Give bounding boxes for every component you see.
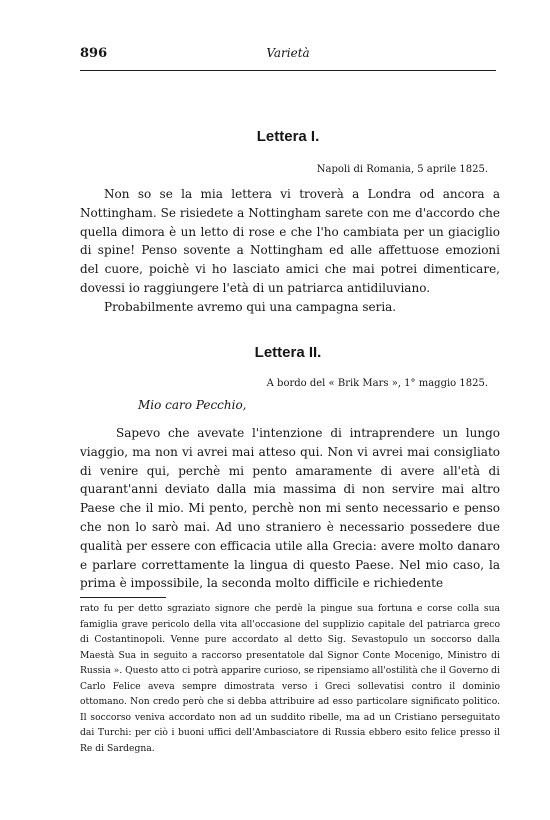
header-rule [80, 70, 496, 71]
letter-2-salutation: Mio caro Pecchio, [138, 398, 247, 412]
footnote-text: rato fu per detto sgraziato signore che perdè la pingue sua fortuna e corse colla sua famiglia grave pericolo della vita all'occasione del supplizio capitale del patriarca greco di Costantinopoli. Venne pure accordato al detto Sig. Sevastopulo un soccorso dalla Maestà Sua in seguito a raccorso presentatole dal Signor Conte Mocenigo, Ministro di Russia ». Questo atto ci potrà apparire curioso, se ripensiamo all'ostilità che il Governo di Carlo Felice aveva sempre dimostrata verso i Greci sollevatisi contro il dominio ottomano. Non credo però che si debba attribuire ad esso particolare significato politico. Il soccorso veniva accordato non ad un suddito ribelle, ma ad un Cristiano perseguitato dai Turchi: per ciò i buoni uffici dell'Ambasciatore di Russia ebbero esito felice presso il Re di Sardegna. [80, 603, 500, 754]
letter-1-title: Lettera I. [256, 128, 320, 145]
page-number: 896 [80, 46, 108, 61]
letter-1-paragraph-2: Probabilmente avremo qui una campagna seria. [104, 300, 397, 314]
footnote-rule [80, 597, 166, 598]
letter-1-paragraph-1: Non so se la mia lettera vi troverà a Londra od ancora a Nottingham. Se risiedete a Nottingham sarete con me d'accordo che quella dimora è un letto di rose e che l'ho cambiata per un giaciglio di spine! Penso sovente a Nottingham ed alle affettuose emozioni del cuore, poichè vi ho lasciato amici che mai potrei dimenticare, dovessi io raggiungere l'età di un patriarca antidiluviano. [80, 187, 500, 295]
running-head: Varietà [266, 46, 310, 60]
letter-1-dateline: Napoli di Romania, 5 aprile 1825. [316, 164, 488, 175]
letter-2-title: Lettera II. [254, 344, 322, 361]
letter-2-dateline: A bordo del « Brik Mars », 1° maggio 1825. [266, 378, 488, 389]
page-header [80, 46, 496, 72]
letter-2-paragraph: Sapevo che avevate l'intenzione di intraprendere un lungo viaggio, ma non vi avrei mai atteso qui. Non vi avrei mai consigliato di venire qui, perchè mi pento amaramente di avere all'età di quarant'anni deviato dalla mia massima di non servire mai altro Paese che il mio. Mi pento, perchè non mi sento necessario e penso che non lo sarò mai. Ad uno straniero è necessario possedere due qualità per essere con efficacia utile alla Grecia: avere molto danaro e parlare correttamente la lingua di questo Paese. Nel mio caso, la prima è impossibile, la seconda molto difficile e richiedente [80, 426, 500, 591]
